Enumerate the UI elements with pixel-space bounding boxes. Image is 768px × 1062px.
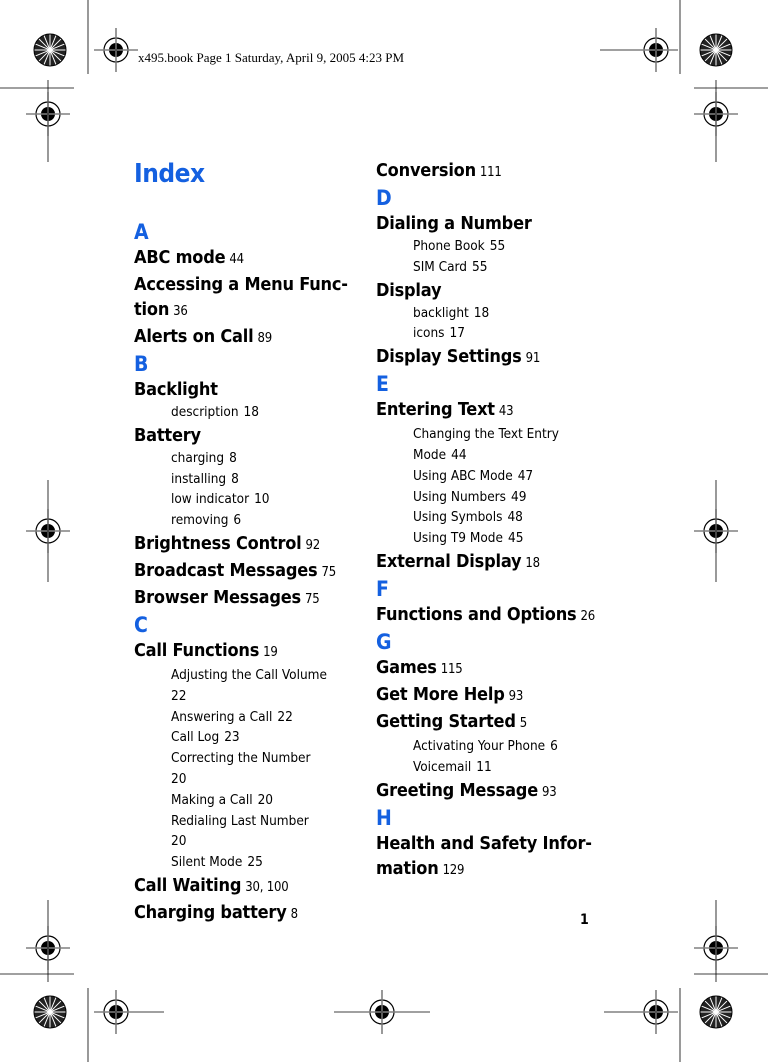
index-letter-heading: G [376,629,392,654]
page-reference: 89 [257,331,272,346]
entry-term: Greeting Message [376,779,538,801]
page-reference: 25 [247,854,263,871]
index-subentry [171,510,354,531]
subentry-text: Silent Mode [171,854,243,871]
entry-term: Getting Started [376,710,516,732]
subentry-text: Activating Your Phone [413,737,546,754]
page-reference: 45 [507,530,524,547]
page-reference: 75 [321,564,336,580]
page-reference: 8 [290,906,298,922]
page-reference: 8 [231,470,239,487]
index-letter-heading: B [134,352,149,376]
entry-term: Backlight [134,379,218,400]
page-title: Index [134,159,205,189]
page-reference: 44 [451,446,467,463]
page-reference: 8 [229,449,237,466]
subentry-text: 20 [171,770,187,787]
page-reference: 6 [550,737,558,754]
subentry-text: Using Symbols [413,509,503,526]
entry-term: Browser Messages [134,586,302,608]
index-entry [134,272,354,297]
index-subentry [413,487,606,508]
entry-term: Dialing a Number [376,213,532,234]
subentry-text: Phone Book [413,238,485,254]
page-reference: 115 [440,661,463,677]
entry-term: Brightness Control [134,532,302,554]
subentry-text: Adjusting the Call Volume [171,666,327,683]
index-subentry [171,707,354,728]
page-reference: 26 [580,608,595,624]
index-subentry [413,424,606,445]
page-reference: 75 [305,591,320,607]
subentry-text: Mode [413,446,447,463]
index-letter-heading: E [376,372,389,397]
subentry-text: charging [171,449,225,466]
index-subentry [413,323,606,344]
index-column-left [134,155,354,927]
index-entry [134,585,354,612]
entry-term: tion [134,299,170,320]
page-reference: 55 [489,238,506,254]
subentry-text: 20 [171,833,187,850]
index-subentry [171,489,354,510]
index-subentry [171,469,354,490]
index-entry [134,245,354,272]
subentry-text: Voicemail [413,758,472,775]
page-reference: 93 [542,784,557,800]
entry-term: Display [376,279,442,301]
page-reference: 30, 100 [245,879,289,895]
page-reference: 49 [510,488,527,505]
subentry-text: Making a Call [171,791,253,808]
index-entry [376,278,606,303]
index-entry [134,297,354,324]
page-reference: 19 [263,644,278,660]
subentry-text: low indicator [171,491,250,508]
index-subentry [171,852,354,873]
index-entry [376,682,606,709]
subentry-text: Using T9 Mode [413,530,503,547]
index-letter-heading: C [134,612,148,637]
index-subentry [171,402,354,423]
entry-term: Conversion [376,160,476,181]
entry-term: Health and Safety Infor- [376,832,592,854]
index-entry [376,709,606,736]
index-entry [376,549,606,576]
index-subentry [171,686,354,707]
index-entry [134,873,354,900]
index-subentry [413,445,606,466]
subentry-text: installing [171,470,227,487]
index-entry [376,211,606,236]
index-subentry [413,736,606,757]
entry-term: Alerts on Call [134,326,254,347]
index-entry [134,531,354,558]
index-entry [376,397,606,424]
index-entry [376,344,606,371]
subentry-text: Call Log [171,729,220,746]
index-entry [376,158,606,185]
entry-term: External Display [376,550,522,572]
page-reference: 6 [233,512,242,529]
index-subentry [171,748,354,769]
index-list-left [134,219,354,927]
page-reference: 10 [254,491,270,508]
page-reference: 23 [224,729,240,746]
page-reference: 18 [243,404,259,420]
index-entry [134,900,354,927]
index-entry [376,778,606,805]
page-reference: 91 [525,351,541,367]
subentry-text: Redialing Last Number [171,812,309,829]
entry-term: Charging battery [134,901,287,923]
index-subentry [171,831,354,852]
index-letter-heading: A [134,220,149,244]
entry-term: Entering Text [376,399,495,421]
entry-term: Accessing a Menu Func- [134,274,348,295]
index-subentry [171,448,354,469]
index-subentry [171,790,354,811]
entry-term: Functions and Options [376,603,577,625]
page-reference: 11 [476,758,492,775]
page-reference: 93 [508,688,524,704]
page-reference: 20 [257,791,274,808]
index-entry [134,638,354,665]
entry-term: Display Settings [376,346,522,368]
index-entry [376,856,606,883]
index-entry [134,423,354,448]
subentry-text: SIM Card [413,258,468,275]
page-reference: 5 [519,715,527,731]
subentry-text: Correcting the Number [171,750,311,767]
index-subentry [413,236,606,257]
entry-term: Battery [134,424,201,446]
page-reference: 129 [442,862,465,878]
subentry-text: Changing the Text Entry [413,426,559,443]
index-entry [376,655,606,682]
print-header: x495.book Page 1 Saturday, April 9, 2005 4:23 PM [138,50,405,65]
page-reference: 43 [498,404,514,420]
index-subentry [413,257,606,278]
page-reference: 18 [473,304,490,321]
page-reference: 92 [305,537,321,553]
subentry-text: description [171,404,239,420]
page-reference: 48 [507,509,523,526]
page-reference: 44 [229,252,244,267]
index-list-right [376,158,606,883]
index-subentry [413,303,606,324]
subentry-text: removing [171,512,229,529]
page-number: 1 [580,912,589,928]
index-letter-heading: D [376,186,392,210]
entry-term: mation [376,857,439,879]
page-reference: 36 [173,304,188,319]
subentry-text: icons [413,325,445,342]
subentry-text: Using ABC Mode [413,467,513,484]
index-subentry [413,528,606,549]
entry-term: Call Waiting [134,874,242,896]
subentry-text: backlight [413,304,469,321]
index-subentry [171,811,354,832]
entry-term: Get More Help [376,683,505,705]
index-letter-heading: H [376,805,392,830]
index-letter-heading: F [376,576,389,601]
page-reference: 111 [479,165,502,180]
index-subentry [413,757,606,778]
index-subentry [413,507,606,528]
entry-term: ABC mode [134,247,226,268]
index-column-right [376,155,606,883]
subentry-text: Using Numbers [413,488,506,505]
page-reference: 17 [449,325,465,342]
index-entry [376,831,606,856]
subentry-text: Answering a Call [171,708,273,725]
index-subentry [171,727,354,748]
subentry-text: 22 [171,687,187,704]
page-reference: 47 [517,467,534,484]
entry-term: Games [376,656,437,678]
page-reference: 22 [277,708,293,725]
entry-term: Call Functions [134,639,260,661]
page-reference: 18 [525,555,540,571]
page-reference: 55 [472,258,488,275]
entry-term: Broadcast Messages [134,559,318,581]
index-subentry [413,466,606,487]
index-entry [134,377,354,402]
index-entry [134,558,354,585]
index-subentry [171,769,354,790]
index-entry [134,324,354,351]
index-entry [376,602,606,629]
index-subentry [171,665,354,686]
